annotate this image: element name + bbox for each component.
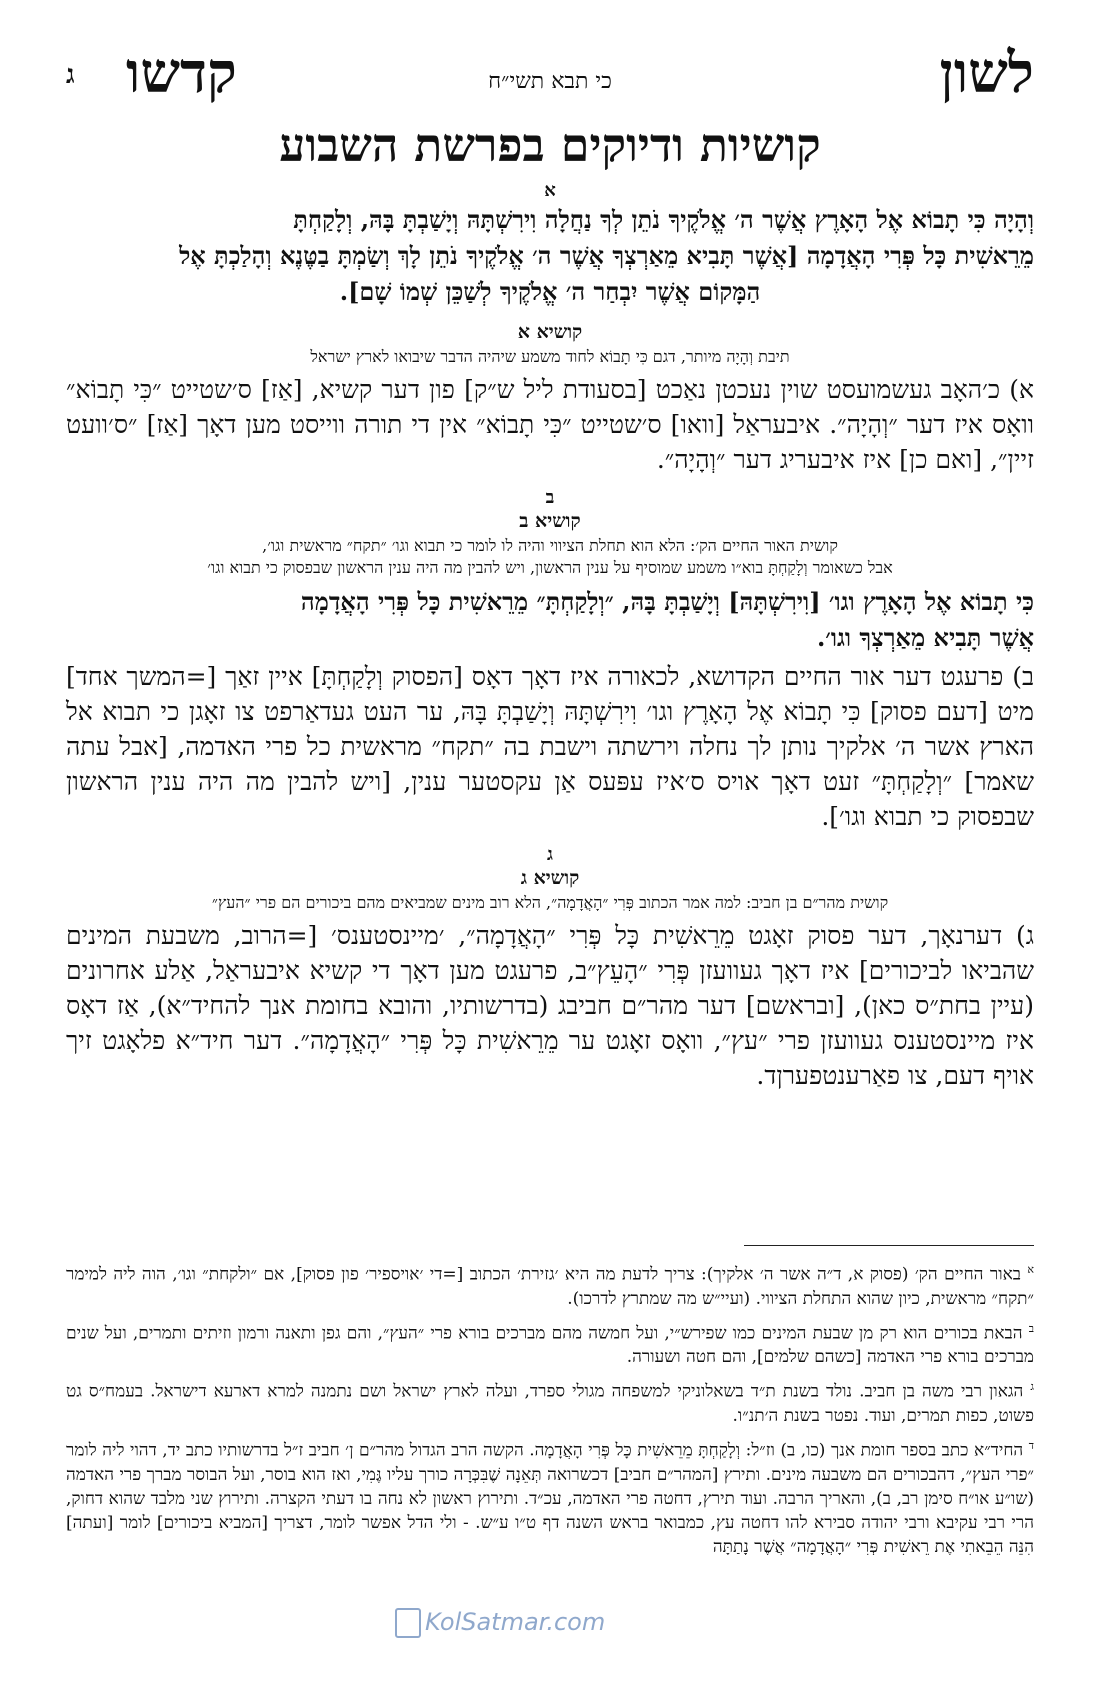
footnote [66, 1258, 1034, 1311]
kushya-heading: קושיא א [517, 321, 583, 343]
section-mark: ב [545, 487, 555, 508]
watermark [395, 1608, 605, 1638]
section-b [66, 487, 1034, 834]
verse-line: וְהָיָה כִּי תָבוֹא אֶל הָאָרֶץ אֲשֶׁר ה׳ אֱלֹקֶיךָ נֹתֵן לְךָ נַחֲלָה וִירִשְׁתָּהּ וְיָשַׁבְתָּ בָּהּ, וְלָקַחְתָּ [293, 205, 1034, 234]
footnote [66, 1375, 1034, 1428]
book-icon [395, 1608, 421, 1638]
section-mark: ג [547, 844, 553, 865]
footnote-text: הבאת בכורים הוא רק מן שבעת המינים כמו שפירש״י, ועל חמשה מהם מברכים בורא פרי ״העץ״, והם גפן ותאנה ורמון וזיתים ותמרים, ועל שנים מברכים בורא פרי האדמה [כשהם שלמים], והם חטה ושעורה. [66, 1323, 1034, 1368]
masthead-title-right: לשון [939, 40, 1034, 106]
masthead-title-left: קדשו [126, 40, 237, 106]
footnote-text: הגאון רבי משה בן חביב. נולד בשנת ת״ד בשאלוניקי למשפחה מגולי ספרד, ועלה לארץ ישראל ושם נתמנה למרא דארעא דישראל. בעמח״ס גט פשוט, כפות תמרים, ועוד. נפטר בשנת ה׳תנ״ו. [66, 1381, 1034, 1426]
footnotes [66, 1258, 1034, 1565]
page-title: קושיות ודיוקים בפרשת השבוע [279, 118, 821, 172]
page-letter: ג [66, 60, 75, 90]
verse-line: מֵרֵאשִׁית כָּל פְּרִי הָאֲדָמָה [אֲשֶׁר תָּבִיא מֵאַרְצְךָ אֲשֶׁר ה׳ אֱלֹקֶיךָ נֹתֵן לָךְ וְשַׂמְתָּ בַטֶּנֶא וְהָלַכְתָּ אֶל [179, 241, 1034, 270]
kushya-subtitle: קושית מהר״ם בן חביב: למה אמר הכתוב פְּרִי ״הָאֲדָמָה״, הלא רוב מינים שמביאים מהם ביכורים הם פרי ״העץ״ [211, 893, 889, 912]
section-mark: א [544, 180, 556, 201]
kushya-heading: קושיא ב [519, 510, 581, 532]
kushya-subtitle: אבל כשאומר וְלָקַחְתָּ בוא״ו משמע שמוסיף על ענין הראשון, ויש להבין מה היה ענין הראשון שבפסוק כי תבוא וגו׳ [207, 558, 893, 577]
kushya-heading: קושיא ג [520, 867, 580, 889]
footnote-mark: ב [1028, 1321, 1034, 1335]
verse-line: הַמָּקוֹם אֲשֶׁר יִבְחַר ה׳ אֱלֹקֶיךָ לְשַׁכֵּן שְׁמוֹ שָׁם]. [339, 277, 761, 306]
verse-line: כִּי תָבוֹא אֶל הָאָרֶץ וגו׳ [וִירִשְׁתָּהּ] וְיָשַׁבְתָּ בָּהּ, ״וְלָקַחְתָּ״ מֵרֵאשִׁית כָּל פְּרִי הָאֲדָמָה [300, 587, 1034, 616]
section-a [66, 180, 1034, 477]
footnote-mark: א [1027, 1263, 1034, 1276]
footnote [66, 1317, 1034, 1370]
body-paragraph: א) כ׳האָב געשמועסט שוין נעכטן נאַכט [בסעודת ליל ש״ק] פון דער קשיא, [אַז] ס׳שטייט ״כִּי תָבוֹא״ וואָס איז דער ״וְהָיָה״. איבעראַל [וואו] ס׳שטייט ״כִּי תָבוֹא״ אין די תורה ווייסט מען דאָך [אַז] ״ס׳וועט זיין״, [ואם כן] איז איבעריג דער ״וְהָיָה״. [66, 375, 1034, 474]
watermark-text: KolSatmar.com [425, 1608, 606, 1636]
verse-line: אֲשֶׁר תָּבִיא מֵאַרְצְךָ וגו׳. [816, 623, 1034, 652]
kushya-subtitle: תיבת וְהָיָה מיותר, דגם כִּי תָבוֹא לחוד משמע שיהיה הדבר שיבואו לארץ ישראל [310, 347, 790, 366]
footnote-mark: ד [1028, 1438, 1035, 1452]
footnote-divider [744, 1245, 1034, 1246]
footnote [66, 1434, 1034, 1559]
footnote-text: באור החיים הק׳ (פסוק א, ד״ה אשר ה׳ אלקיך): צריך לדעת מה היא ׳גזירת׳ הכתוב [=די ׳אויספיר׳ פון פסוק], אם ״ולקחת״ וגו׳, הוה ליה למימר ״תקח״ מראשית, כיון שהוא התחלת הציווי. (ועיי״ש מה שמתרץ לדרכו). [66, 1264, 1034, 1309]
body-paragraph: ב) פרעגט דער אור החיים הקדושא, לכאורה איז דאָך דאָס [הפסוק וְלָקַחְתָּ] איין זאַך [=המשך אחד] מיט [דעם פסוק] כִּי תָבוֹא אֶל הָאָרֶץ וגו׳ וִירִשְׁתָּהּ וְיָשַׁבְתָּ בָּהּ, ער העט געדאַרפט צו זאָגן כי תבוא אל הארץ אשר ה׳ אלקיך נותן לך נחלה וירשתה וישבת בה ״תקח״ מראשית כל פרי האדמה, [אבל עתה שאמר] ״וְלָקַחְתָּ״ זעט דאָך אויס ס׳איז עפּעס אַן עקסטער ענין, [ויש להבין מה היה ענין הראשון שבפסוק כי תבוא וגו׳]. [66, 662, 1034, 831]
main-content [66, 180, 1034, 1093]
footnote-text: החיד״א כתב בספר חומת אנך (כו, ב) וז״ל: וְלָקַחְתָּ מֵרֵאשִׁית כָּל פְּרִי הָאֲדָמָה. הקשה הרב הגדול מהר״ם ן׳ חביב ז״ל בדרשותיו כתב יד, דהוי ליה לומר ״פרי העץ״, דהבכורים הם משבעה מינים. ותירץ [המהר״ם חביב] דכשרואה תְּאֵנָה שֶׁבִּכְּרָה כורך עליו גֶּמִי, ואז הוא בוסר, ועל הבוסר מברך פרי האדמה (שו״ע או״ח סימן רב, ב), והאריך הרבה. ועוד תירץ, דחטה פרי האדמה, עכ״ד. ותירוץ ראשון לא נחה בו דעתי הקצרה. ותירוץ שני מלבד שהוא דחוק, הרי רבי עקיבא ורבי יהודה סבירא להו דחטה עץ, כמבואר בראש השנה דף ט״ו ע״ש. - ולי הדל אפשר לומר, דצריך [המביא ביכורים] לומר [ועתה] הִנֵּה הֵבֵאתִי אֶת רֵאשִׁית פְּרִי ״הָאֲדָמָה״ אֲשֶׁר נָתַתָּה [66, 1440, 1034, 1557]
body-paragraph: ג) דערנאָך, דער פסוק זאָגט מֵרֵאשִׁית כָּל פְּרִי ״הָאֲדָמָה״, ׳מיינסטענס׳ [=הרוב, משבעת המינים שהביאו לביכורים] איז דאָך געוועזן פְּרִי ״הָעֵץ״ב, פרעגט מען דאָך די קשיא איבעראַל, אַלע אחרונים (עיין בחת״ס כאן), [ובראשם] דער מהר״ם חביבג (בדרשותיו, והובא בחומת אנך להחיד״א), אַז דאָס איז מיינסטענס געוועזן פרי ״עץ״, וואָס זאָגט ער מֵרֵאשִׁית כָּל פְּרִי ״הָאֲדָמָה״. דער חיד״א פלאָגט זיך אויף דעם, צו פאַרענטפערןד. [66, 921, 1034, 1090]
section-c [66, 844, 1034, 1093]
masthead [66, 40, 1034, 110]
footnote-mark: ג [1030, 1380, 1034, 1394]
masthead-issue: כי תבא תשי״ח [488, 69, 612, 94]
kushya-subtitle: קושית האור החיים הק׳: הלא הוא תחלת הציווי והיה לו לומר כי תבוא וגו׳ ״תקח״ מראשית וגו׳, [262, 536, 838, 555]
